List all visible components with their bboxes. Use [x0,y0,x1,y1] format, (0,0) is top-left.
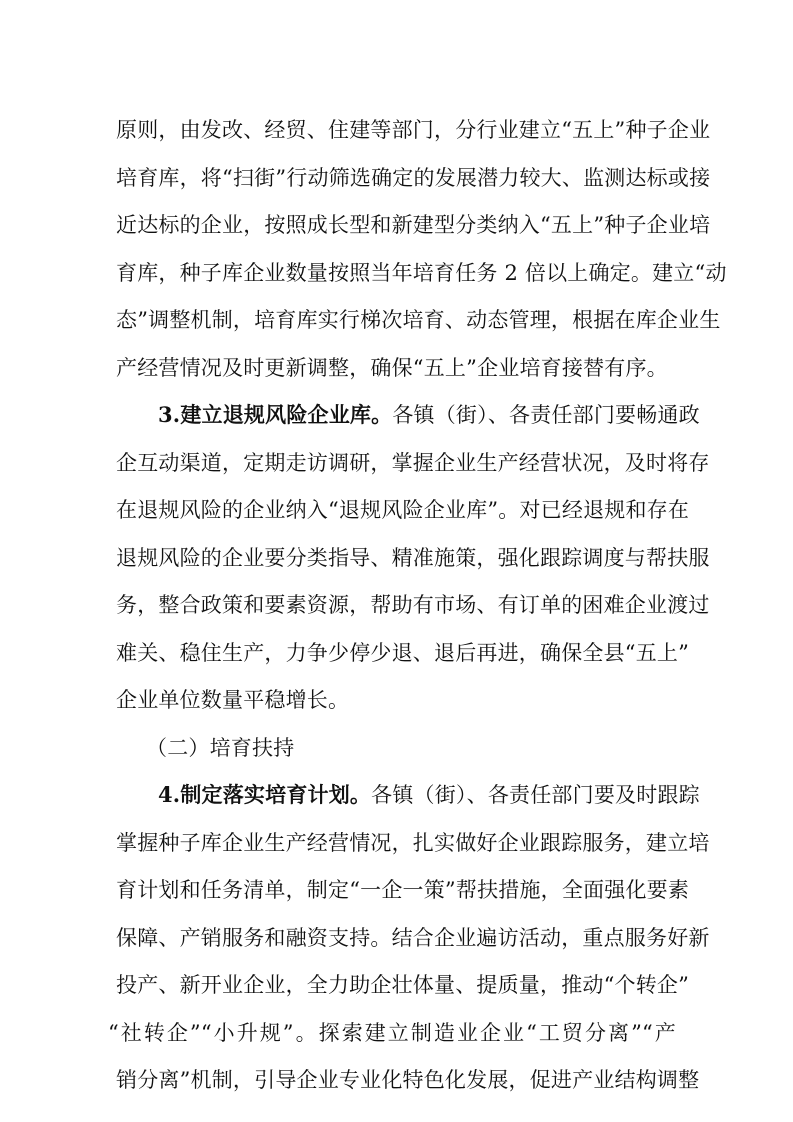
item-3-first-line [158,400,700,430]
text-line: 难关、稳住生产，力争少停少退、退后再进，确保全县“五上” [116,641,690,665]
text-line: 销分离”机制，引导企业专业化特色化发展，促进产业结构调整 [116,1068,700,1092]
text-line: 掌握种子库企业生产经营情况，扎实做好企业跟踪服务，建立培 [116,831,710,855]
text-line: 产经营情况及时更新调整，确保“五上”企业培育接替有序。 [116,356,668,380]
text-line: 原则，由发改、经贸、住建等部门，分行业建立“五上”种子企业 [116,118,711,142]
text-line: 企业单位数量平稳增长。 [116,688,350,712]
item-3-heading: 3.建立退规风险企业库。 [158,402,393,427]
text-line: 近达标的企业，按照成长型和新建型分类纳入“五上”种子企业培 [116,213,711,237]
text-line: 务，整合政策和要素资源，帮助有市场、有订单的困难企业渡过 [116,593,710,617]
text-line: 保障、产销服务和融资支持。结合企业遍访活动，重点服务好新 [116,926,710,950]
text-line: “社转企”“小升规”。探索建立制造业企业“工贸分离”“产 [108,1021,676,1045]
text-line: 培育库，将“扫街”行动筛选确定的发展潜力较大、监测达标或接 [116,166,711,190]
item-4-first-line [158,780,700,810]
text-line: 投产、新开业企业，全力助企壮体量、提质量，推动“个转企” [116,973,690,997]
text-line: 退规风险的企业要分类指导、精准施策，强化跟踪调度与帮扶服 [116,546,710,570]
text-line: 企互动渠道，定期走访调研，掌握企业生产经营状况，及时将存 [116,451,710,475]
text-line: 在退规风险的企业纳入“退规风险企业库”。对已经退规和存在 [116,498,690,522]
text-line: 态”调整机制，培育库实行梯次培育、动态管理，根据在库企业生 [116,308,721,332]
item-3-first-line-text: 各镇（街）、各责任部门要畅通政 [392,403,700,427]
section-heading: （二）培育扶持 [146,736,295,760]
text-line: 育计划和任务清单，制定“一企一策”帮扶措施，全面强化要素 [116,878,690,902]
item-4-heading: 4.制定落实培育计划。 [158,782,372,807]
item-4-first-line-text: 各镇（街）、各责任部门要及时跟踪 [371,783,700,807]
text-line: 育库，种子库企业数量按照当年培育任务 2 倍以上确定。建立“动 [116,261,727,285]
